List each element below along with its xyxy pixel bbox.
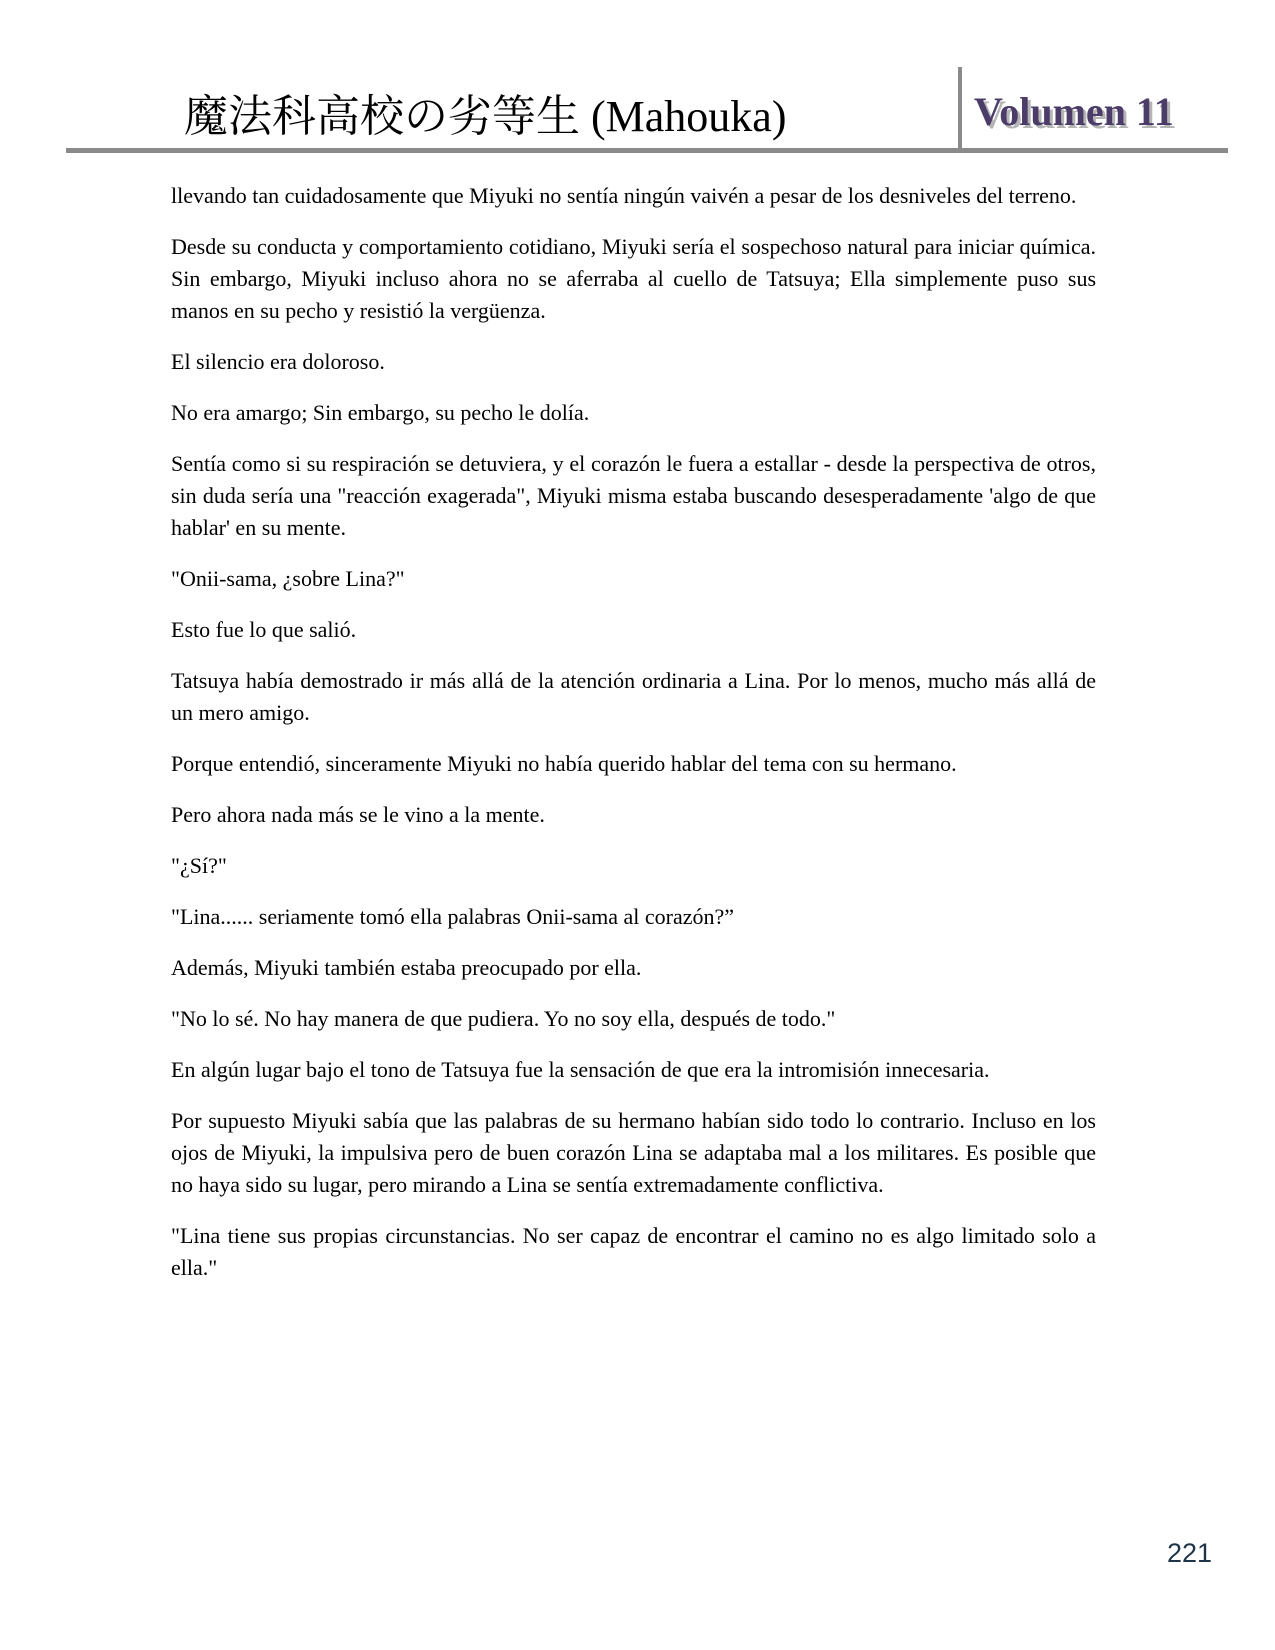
paragraph-15: En algún lugar bajo el tono de Tatsuya fue la sensación de que era la intromisión innecesaria. bbox=[171, 1057, 990, 1082]
paragraph-12: "Lina...... seriamente tomó ella palabras Onii-sama al corazón?” bbox=[171, 904, 735, 929]
paragraph-7: Esto fue lo que salió. bbox=[171, 617, 357, 642]
paragraph-8: Tatsuya había demostrado ir más allá de la atención ordinaria a Lina. Por lo menos, mucho más allá de un mero amigo. bbox=[171, 668, 1096, 725]
paragraph-1: llevando tan cuidadosamente que Miyuki no sentía ningún vaivén a pesar de los desniveles del terreno. bbox=[171, 183, 1077, 208]
paragraph-17: "Lina tiene sus propias circunstancias. No ser capaz de encontrar el camino no es algo limitado solo a ella." bbox=[171, 1223, 1096, 1280]
paragraph-3: El silencio era doloroso. bbox=[171, 349, 385, 374]
paragraph-2: Desde su conducta y comportamiento cotidiano, Miyuki sería el sospechoso natural para iniciar química. Sin embargo, Miyuki incluso ahora no se aferraba al cuello de Tatsuya; Ella simplemente puso sus manos en su pecho y resistió la vergüenza. bbox=[171, 234, 1096, 323]
paragraph-9: Porque entendió, sinceramente Miyuki no había querido hablar del tema con su hermano. bbox=[171, 751, 957, 776]
paragraph-5: Sentía como si su respiración se detuviera, y el corazón le fuera a estallar - desde la perspectiva de otros, sin duda sería una "reacción exagerada", Miyuki misma estaba buscando desesperadamente 'algo de que hablar' en su mente. bbox=[171, 451, 1096, 540]
paragraph-10: Pero ahora nada más se le vino a la mente. bbox=[171, 802, 545, 827]
page-footer bbox=[1167, 1538, 1212, 1569]
header-title-cell bbox=[66, 91, 958, 148]
paragraph-14: "No lo sé. No hay manera de que pudiera. Yo no soy ella, después de todo." bbox=[171, 1006, 836, 1031]
paragraph-6: "Onii-sama, ¿sobre Lina?" bbox=[171, 566, 405, 591]
page-body bbox=[171, 180, 1096, 1303]
paragraph-13: Además, Miyuki también estaba preocupado por ella. bbox=[171, 955, 642, 980]
header-volume-cell bbox=[962, 89, 1228, 148]
paragraph-4: No era amargo; Sin embargo, su pecho le dolía. bbox=[171, 400, 590, 425]
paragraph-11: "¿Sí?" bbox=[171, 853, 227, 878]
page-number: 221 bbox=[1166, 1538, 1212, 1568]
paragraph-16: Por supuesto Miyuki sabía que las palabras de su hermano habían sido todo lo contrario. Incluso en los ojos de Miyuki, la impulsiva pero de buen corazón Lina se adaptaba mal a los militares. Es posible que no haya sido su lugar, pero mirando a Lina se sentía extremadamente conflictiva. bbox=[171, 1108, 1096, 1197]
page-header bbox=[66, 62, 1228, 153]
document-title: 魔法科高校の劣等生 (Mahouka) bbox=[184, 91, 787, 141]
volume-label: Volumen 11 bbox=[974, 89, 1174, 134]
